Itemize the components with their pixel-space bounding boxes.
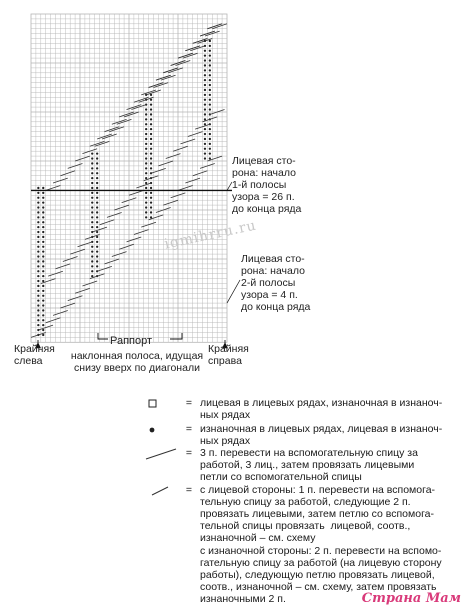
purl-dot [145,192,147,194]
purl-dot [37,295,39,297]
purl-dot [145,197,147,199]
purl-dot [145,182,147,184]
purl-dot [145,118,147,120]
purl-dot [37,241,39,243]
purl-dot [42,216,44,218]
purl-dot [37,260,39,262]
purl-dot [42,300,44,302]
purl-dot [42,211,44,213]
purl-dot [96,162,98,164]
purl-dot [150,153,152,155]
purl-dot [91,211,93,213]
purl-dot [37,192,39,194]
purl-dot [150,167,152,169]
purl-dot [37,285,39,287]
purl-dot [91,187,93,189]
purl-dot [145,143,147,145]
purl-dot [209,84,211,86]
purl-dot [209,59,211,61]
purl-dot [91,246,93,248]
purl-dot [96,246,98,248]
empty-square-icon [140,397,178,409]
purl-dot [42,309,44,311]
purl-dot [37,236,39,238]
dot-icon [140,423,178,435]
purl-dot [150,148,152,150]
purl-dot [204,133,206,135]
purl-dot [37,324,39,326]
purl-dot [150,216,152,218]
purl-dot [91,197,93,199]
purl-dot [37,314,39,316]
purl-dot [91,153,93,155]
purl-dot [204,64,206,66]
purl-dot [42,270,44,272]
legend-item-purl: = изнаночная в лицевых рядах, лицевая в изнаноч- ных рядах [140,423,460,447]
purl-dot [42,241,44,243]
purl-dot [145,123,147,125]
purl-dot [37,187,39,189]
long-slant-icon [140,447,178,459]
purl-dot [150,206,152,208]
purl-dot [150,113,152,115]
purl-dot [91,221,93,223]
purl-dot [91,275,93,277]
purl-dot [204,89,206,91]
purl-dot [145,211,147,213]
purl-dot [37,231,39,233]
label-edge-right: Крайняя справа [208,343,249,367]
purl-dot [42,334,44,336]
purl-dot [145,167,147,169]
purl-dot [42,265,44,267]
purl-dot [150,197,152,199]
purl-dot [150,187,152,189]
purl-dot [91,270,93,272]
pointer-line [227,280,240,303]
purl-dot [145,108,147,110]
purl-dot [96,153,98,155]
purl-dot [145,187,147,189]
purl-dot [145,138,147,140]
purl-dot [96,172,98,174]
purl-dot [150,128,152,130]
purl-dot [96,241,98,243]
purl-dot [37,300,39,302]
purl-dot [96,187,98,189]
purl-dot [204,94,206,96]
purl-dot [96,260,98,262]
purl-dot [150,138,152,140]
purl-dot [150,162,152,164]
purl-dot [150,104,152,106]
purl-dot [42,221,44,223]
purl-dot [150,123,152,125]
purl-dot [209,50,211,52]
purl-dot [96,226,98,228]
purl-dot [150,143,152,145]
purl-dot [204,79,206,81]
label-rapport: Раппорт [110,335,153,347]
purl-dot [145,202,147,204]
purl-dot [91,206,93,208]
purl-dot [150,133,152,135]
purl-dot [204,84,206,86]
purl-dot [145,177,147,179]
purl-dot [91,172,93,174]
purl-dot [91,177,93,179]
purl-dot [150,99,152,101]
purl-dot [42,319,44,321]
purl-dot [42,197,44,199]
label-edge-left: Крайняя слева [14,343,55,367]
purl-dot [204,99,206,101]
purl-dot [96,251,98,253]
purl-dot [37,319,39,321]
purl-dot [209,55,211,57]
purl-dot [37,226,39,228]
purl-dot [209,99,211,101]
purl-dot [42,202,44,204]
purl-dot [37,290,39,292]
purl-dot [37,280,39,282]
purl-dot [37,304,39,306]
purl-dot [91,202,93,204]
purl-dot [37,265,39,267]
purl-dot [96,157,98,159]
purl-dot [96,216,98,218]
purl-dot [96,202,98,204]
purl-dot [204,138,206,140]
chart-grid [31,14,227,342]
purl-dot [209,138,211,140]
purl-dot [204,148,206,150]
purl-dot [91,192,93,194]
purl-dot [96,236,98,238]
purl-dot [42,187,44,189]
purl-dot [204,69,206,71]
purl-dot [96,192,98,194]
purl-dot [209,74,211,76]
purl-dot [204,143,206,145]
purl-dot [204,157,206,159]
purl-dot [42,246,44,248]
purl-dot [96,255,98,257]
purl-dot [204,55,206,57]
purl-dot [209,45,211,47]
purl-dot [91,260,93,262]
purl-dot [145,157,147,159]
purl-dot [96,206,98,208]
purl-dot [209,128,211,130]
purl-dot [145,172,147,174]
purl-dot [37,202,39,204]
purl-dot [42,192,44,194]
purl-dot [145,162,147,164]
watermark: igmihrru.ru [163,217,259,253]
purl-dot [37,251,39,253]
purl-dot [204,74,206,76]
purl-dot [209,104,211,106]
purl-dot [42,329,44,331]
purl-dot [42,314,44,316]
purl-dot [91,167,93,169]
purl-dot [150,202,152,204]
purl-dot [42,255,44,257]
purl-dot [42,324,44,326]
purl-dot [204,113,206,115]
purl-dot [96,167,98,169]
purl-dot [96,265,98,267]
purl-dot [204,153,206,155]
purl-dot [37,255,39,257]
purl-dot [96,197,98,199]
purl-dot [204,123,206,125]
purl-dot [204,59,206,61]
purl-dot [150,192,152,194]
purl-dot [150,118,152,120]
purl-dot [42,280,44,282]
purl-dot [37,221,39,223]
legend-item-knit: = лицевая в лицевых рядах, изнаночная в изнаноч- ных рядах [140,397,460,421]
purl-dot [42,304,44,306]
purl-dot [145,128,147,130]
purl-dot [145,133,147,135]
label-face-side-2: Лицевая сто- рона: начало 2-й полосы узора = 4 п. до конца ряда [241,253,311,313]
purl-dot [37,211,39,213]
purl-dot [209,69,211,71]
short-slant-icon [140,484,178,496]
purl-dot [42,236,44,238]
purl-dot [145,113,147,115]
purl-dot [204,50,206,52]
purl-dot [96,221,98,223]
purl-dot [209,40,211,42]
purl-dot [96,211,98,213]
purl-dot [209,108,211,110]
purl-dot [204,118,206,120]
purl-dot [42,260,44,262]
purl-dot [209,94,211,96]
purl-dot [42,285,44,287]
purl-dot [150,94,152,96]
purl-dot [91,157,93,159]
purl-dot [209,157,211,159]
purl-dot [37,197,39,199]
purl-dot [91,182,93,184]
legend-item-cable-2: = с лицевой стороны: 1 п. перевести на вспомога- тельную спицу за работой, следующие 2 п. провязать лицевыми, затем петлю со вспомога- тельной спицы провязать лицевой, соотв., изнаночной – см. схему [140,484,460,544]
purl-dot [91,265,93,267]
purl-dot [145,216,147,218]
purl-dot [209,148,211,150]
label-rapport-note: наклонная полоса, идущая снизу вверх по диагонали [70,350,204,374]
purl-dot [91,251,93,253]
purl-dot [209,153,211,155]
purl-dot [91,255,93,257]
purl-dot [209,143,211,145]
purl-dot [37,246,39,248]
purl-dot [145,206,147,208]
purl-dot [145,153,147,155]
purl-dot [204,104,206,106]
legend-item-cable-3: = 3 п. перевести на вспомогательную спицу за работой, 3 лиц., затем провязать лицевыми петли со вспомогательной спицы [140,447,460,483]
purl-dot [42,290,44,292]
purl-dot [204,128,206,130]
purl-dot [42,226,44,228]
purl-dot [150,211,152,213]
purl-dot [37,309,39,311]
label-face-side-1: Лицевая сто- рона: начало 1-й полосы узора = 26 п. до конца ряда [232,155,302,215]
purl-dot [209,89,211,91]
purl-dot [96,231,98,233]
purl-dot [150,157,152,159]
purl-dot [209,133,211,135]
purl-dot [37,270,39,272]
brand-logo: Страна Мам [361,591,461,606]
legend-continuation: с изнаночной стороны: 2 п. перевести на вспомо- гательную спицу за работой (на лицевую сторону работы), следующую петлю провязать лицевой, соотв., изнаночной – см. схему, затем провязать изнаночными 2 п. [200,545,442,605]
purl-dot [37,216,39,218]
purl-dot [42,295,44,297]
purl-dot [204,108,206,110]
purl-dot [42,231,44,233]
purl-dot [91,162,93,164]
purl-dot [209,64,211,66]
purl-dot [91,226,93,228]
purl-dot [91,216,93,218]
purl-dot [96,182,98,184]
purl-dot [42,206,44,208]
purl-dot [42,275,44,277]
purl-dot [42,251,44,253]
purl-dot [37,275,39,277]
purl-dot [150,108,152,110]
purl-dot [37,206,39,208]
purl-dot [145,148,147,150]
purl-dot [209,79,211,81]
purl-dot [96,177,98,179]
